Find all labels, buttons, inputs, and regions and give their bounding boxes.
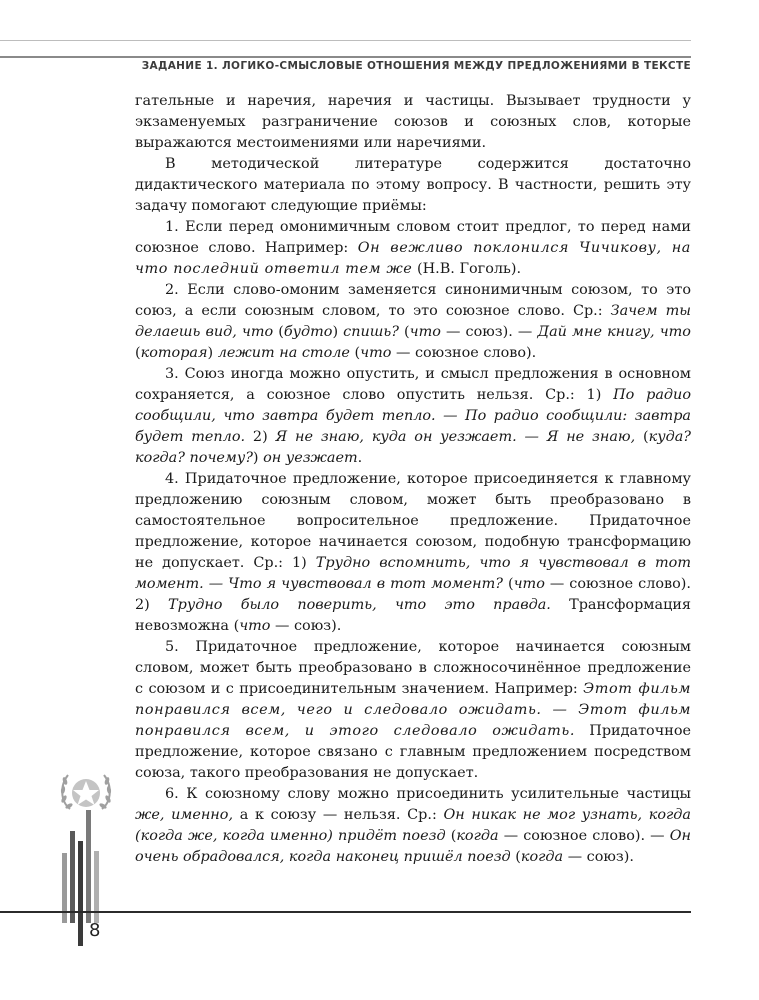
example-italic: Этот фильм понравился всем, чего и следовало ожидать. — Этот фильм понравился всем, и этого следовало ожидать. xyxy=(135,681,691,739)
example-italic: будто xyxy=(283,324,333,340)
list-item-5 xyxy=(135,637,691,784)
text-run: 4. Придаточное предложение, которое присоединяется к главному предложению союзным словом, может быть преобразовано в самостоятельное вопросительное предложение. Придаточное предложение, которое начинается союзом, подобную трансформацию не допускает. Ср.: 1) xyxy=(135,471,691,571)
example-italic: что xyxy=(360,345,392,361)
text-run: 3. Союз иногда можно опустить, и смысл предложения в основном сохраняется, а союзное слово опустить нельзя. Ср.: 1) xyxy=(135,366,691,403)
text-run: а к союзу — нельзя. Ср.: xyxy=(233,807,444,823)
running-header: ЗАДАНИЕ 1. ЛОГИКО-СМЫСЛОВЫЕ ОТНОШЕНИЯ МЕЖДУ ПРЕДЛОЖЕНИЯМИ В ТЕКСТЕ xyxy=(141,60,691,72)
text-run: ) xyxy=(332,324,344,340)
text-run: 2) xyxy=(245,429,276,445)
example-italic: Он никак не мог узнать, когда (когда же, когда именно) придёт поезд xyxy=(135,807,691,844)
text-run: ( xyxy=(349,345,361,361)
decorative-bar xyxy=(78,841,83,946)
header-top-rule xyxy=(0,40,691,41)
text-run: — союз). xyxy=(270,618,342,634)
page-body xyxy=(135,91,691,868)
text-run: . xyxy=(357,450,363,466)
list-item-1 xyxy=(135,217,691,280)
text-run: ( xyxy=(635,429,649,445)
example-italic: Трудно вспомнить, что я чувствовал в тот момент. — Что я чувствовал в тот момент? xyxy=(135,555,691,592)
example-italic: По радио сообщили, что завтра будет тепло. — По радио сообщили: завтра будет тепло. xyxy=(135,387,691,445)
text-run: ( xyxy=(398,324,410,340)
text-run: — союз). — xyxy=(440,324,538,340)
text-run: 2. Если слово-омоним заменяется синонимичным союзом, то это союз, а если союзным словом, то это союзное слово. Ср.: xyxy=(135,282,691,319)
decorative-bar xyxy=(86,810,91,923)
text-run: — союзное слово). — xyxy=(498,828,670,844)
paragraph-intro: В методической литературе содержится достаточно дидактического материала по этому вопросу. В частности, решить эту задачу помогают следующие приёмы: xyxy=(135,156,691,214)
example-italic: же, именно, xyxy=(135,807,234,823)
text-run: — союзное слово). xyxy=(391,345,537,361)
example-italic: он уезжает xyxy=(263,450,358,466)
list-item-2 xyxy=(135,280,691,364)
text-run: — союзное слово). 2) xyxy=(135,576,691,613)
example-italic: куда? когда? почему? xyxy=(135,429,691,466)
example-italic: что xyxy=(239,618,271,634)
example-italic: Я не знаю, куда он уезжает. — Я не знаю, xyxy=(275,429,636,445)
text-run: — союз). xyxy=(563,849,634,865)
list-item-4 xyxy=(135,469,691,637)
example-italic: Он вежливо поклонился Чичикову, на что последний ответил тем же xyxy=(135,240,691,277)
text-run: ( xyxy=(445,828,457,844)
list-item-3 xyxy=(135,364,691,469)
text-run: (Н.В. Гоголь). xyxy=(412,261,522,277)
text-run: 6. К союзному слову можно присоединить усилительные частицы xyxy=(165,786,691,802)
decorative-bar xyxy=(70,831,75,923)
list-item-6 xyxy=(135,784,691,868)
example-italic: Трудно было поверить, что это правда. xyxy=(168,597,551,613)
text-run: ) xyxy=(252,450,264,466)
example-italic: Дай мне книгу, что xyxy=(537,324,691,340)
footer-rule xyxy=(0,911,691,913)
page-number: 8 xyxy=(89,920,101,941)
example-italic: что xyxy=(409,324,441,340)
text-run: ( xyxy=(273,324,284,340)
text-run: Придаточное предложение, которое связано с главным предложением посредством союза, такого преобразования не допускает. xyxy=(135,723,692,781)
text-run: 1. Если перед омонимичным словом стоит предлог, то перед нами союзное слово. Например: xyxy=(135,219,691,256)
example-italic: Он очень обрадовался, когда наконец пришёл поезд xyxy=(135,828,691,865)
text-run: ) xyxy=(207,345,218,361)
example-italic: которая xyxy=(140,345,208,361)
text-run: ( xyxy=(135,345,141,361)
example-italic: спишь? xyxy=(343,324,399,340)
paragraph-continuation: гательные и наречия, наречия и частицы. Вызывает трудности у экзаменуемых разграничение союзов и союзных слов, которые выражаются местоимениями или наречиями. xyxy=(135,93,691,151)
header-rule xyxy=(0,56,691,58)
example-italic: когда xyxy=(456,828,499,844)
text-run: ( xyxy=(510,849,521,865)
example-italic: когда xyxy=(520,849,564,865)
example-italic: лежит на столе xyxy=(217,345,350,361)
example-italic: что xyxy=(513,576,545,592)
text-run: Трансформация невозможна ( xyxy=(135,597,691,634)
text-run: 5. Придаточное предложение, которое начинается союзным словом, может быть преобразовано в сложносочинённое предложение с союзом и с присоединительным значением. Например: xyxy=(135,639,691,697)
example-italic: Зачем ты делаешь вид, что xyxy=(135,303,691,340)
text-run: ( xyxy=(502,576,514,592)
